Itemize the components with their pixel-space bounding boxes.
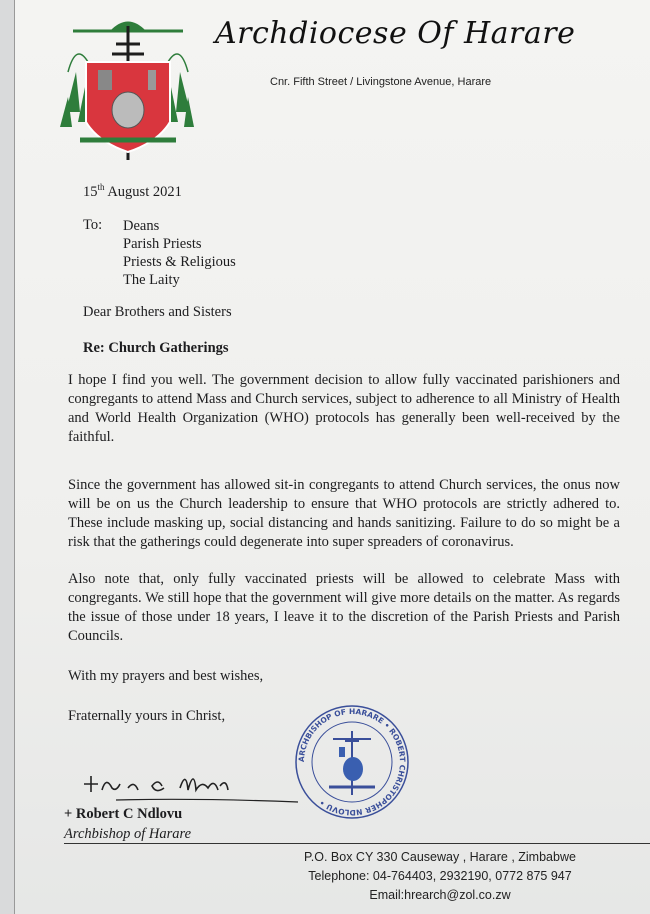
closing-wishes: With my prayers and best wishes, <box>68 668 264 684</box>
footer-po-box: P.O. Box CY 330 Causeway , Harare , Zimbabwe <box>304 850 576 864</box>
date-suffix: th <box>97 182 105 192</box>
subject-line: Re: Church Gatherings <box>83 340 229 356</box>
to-label: To: <box>83 217 103 233</box>
salutation: Dear Brothers and Sisters <box>83 304 232 320</box>
signatory-name: + Robert C Ndlovu <box>64 806 183 822</box>
footer-email: Email:hrearch@zol.co.zw <box>369 888 511 902</box>
recipient-list <box>123 217 236 289</box>
date-day: 15 <box>83 183 98 200</box>
handwritten-signature <box>76 762 306 810</box>
svg-text:ARCHBISHOP OF HARARE • ROBERT: ARCHBISHOP OF HARARE • ROBERT CHRISTOPHER NDLOVU • <box>296 706 408 818</box>
footer-divider <box>64 843 650 844</box>
recipient: Priests & Religious <box>123 254 236 270</box>
archbishop-seal-stamp <box>293 703 411 821</box>
date-rest: August 2021 <box>104 183 182 200</box>
letterhead-title: Archdiocese Of Harare <box>215 16 576 51</box>
letter-date <box>83 182 182 201</box>
letterhead-address: Cnr. Fifth Street / Livingstone Avenue, Harare <box>270 76 492 88</box>
archdiocese-crest-logo <box>58 12 194 162</box>
letterhead-footer <box>290 848 590 905</box>
recipient: Parish Priests <box>123 236 202 252</box>
body-paragraph: I hope I find you well. The government decision to allow fully vaccinated parishioners and congregants to attend Mass and Church services, subject to adherence to all Ministry of Health and World Health Organization (WHO) protocols has generally been well-received by the faithful. <box>68 372 620 445</box>
signatory-title: Archbishop of Harare <box>64 826 192 842</box>
recipient: Deans <box>123 218 160 234</box>
body-paragraph: Also note that, only fully vaccinated priests will be allowed to celebrate Mass with congregants. We still hope that the government will give more details on the matter. As regards the issue of those under 18 years, I leave it to the discretion of the Parish Priests and Parish Councils. <box>68 571 620 644</box>
body-paragraph: Since the government has allowed sit-in congregants to attend Church services, the onus now will be on us the Church leadership to ensure that WHO protocols are strictly adhered to. These include masking up, social distancing and hands sanitizing. Failure to do so might be a risk that the gatherings could degenerate into super spreaders of coronavirus. <box>68 477 620 550</box>
footer-telephone: Telephone: 04-764403, 2932190, 0772 875 947 <box>308 869 572 883</box>
closing-valediction: Fraternally yours in Christ, <box>68 708 226 724</box>
recipient: The Laity <box>123 272 180 288</box>
